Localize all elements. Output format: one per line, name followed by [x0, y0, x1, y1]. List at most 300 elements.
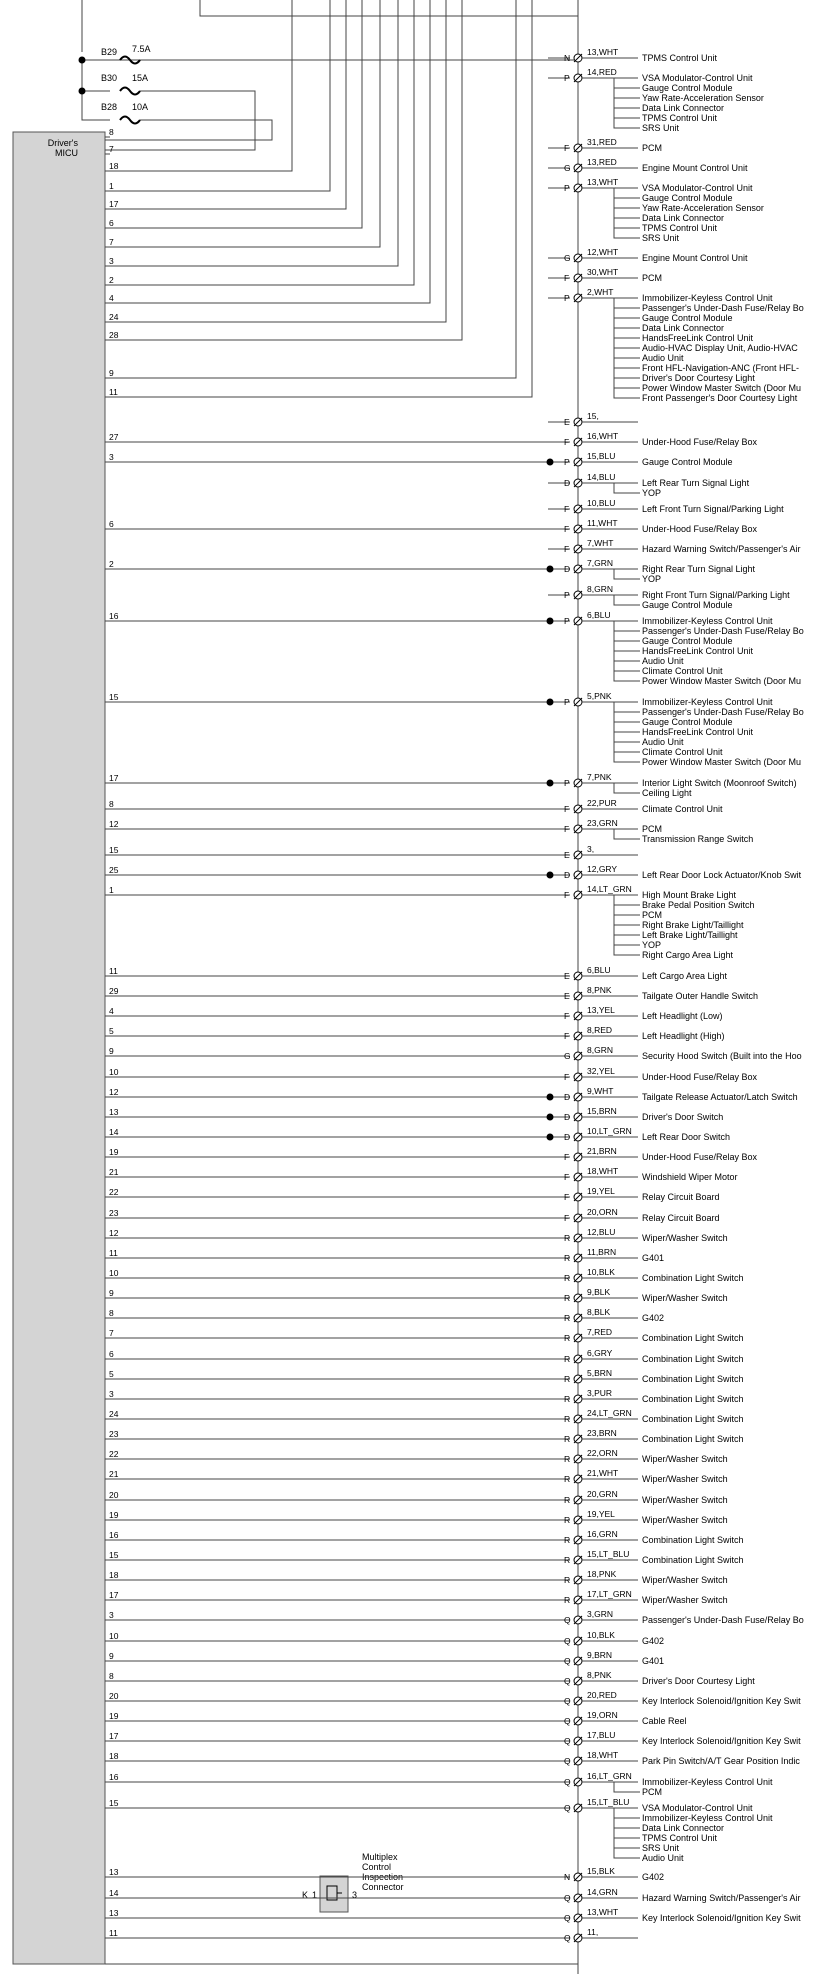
fuse-b30-rating: 15A: [132, 73, 149, 83]
destination-label: Hazard Warning Switch/Passenger's Air: [642, 1893, 801, 1903]
pin-label: 8: [109, 799, 114, 809]
connector-letter: P: [564, 616, 570, 626]
top-pin-label: 7: [109, 237, 114, 247]
wire-code: 6,BLU: [587, 965, 611, 975]
destination-label: YOP: [642, 940, 662, 950]
destination-label: Data Link Connector: [642, 103, 725, 113]
pin-label: 3: [109, 1389, 114, 1399]
wire-code: 15,BLK: [587, 1866, 615, 1876]
circuit-row: [105, 518, 758, 534]
circuit-row: [105, 1005, 723, 1021]
connector-letter: E: [564, 971, 570, 981]
pin-label: 24: [109, 1409, 119, 1419]
destination-label: Audio-HVAC Display Unit, Audio-HVAC: [642, 343, 798, 353]
connector-letter: Q: [564, 1696, 571, 1706]
circuit-row: [105, 451, 733, 467]
destination-label: Engine Mount Control Unit: [642, 253, 748, 263]
wire-code: 2,WHT: [587, 287, 614, 297]
circuit-row: [105, 1025, 725, 1041]
destination-label: Under-Hood Fuse/Relay Box: [642, 1152, 758, 1162]
top-feed-line: [200, 0, 578, 16]
circuit-row: [105, 1797, 773, 1863]
top-pin-row: [105, 0, 330, 191]
destination-label: High Mount Brake Light: [642, 890, 737, 900]
wire-code: 17,BLU: [587, 1730, 616, 1740]
dest-branch: [614, 483, 640, 493]
dest-branch: [614, 298, 640, 328]
circuit-row: [105, 864, 802, 880]
pin-label: 13: [109, 1867, 119, 1877]
destination-label: Left Headlight (Low): [642, 1011, 723, 1021]
wire-code: 6,GRY: [587, 1348, 613, 1358]
connector-letter: R: [564, 1313, 571, 1323]
destination-label: Left Rear Door Lock Actuator/Knob Swit: [642, 870, 802, 880]
pin-label: 3: [109, 452, 114, 462]
destination-label: PCM: [642, 143, 662, 153]
wire-code: 22,ORN: [587, 1448, 618, 1458]
circuit-row: [105, 985, 758, 1001]
top-pin-row: [105, 0, 380, 247]
wire-code: 12,WHT: [587, 247, 619, 257]
destination-label: VSA Modulator-Control Unit: [642, 1803, 753, 1813]
wire-code: 30,WHT: [587, 267, 619, 277]
pin-label: 22: [109, 1449, 119, 1459]
pin-label: 7: [109, 1328, 114, 1338]
destination-label: Tailgate Outer Handle Switch: [642, 991, 759, 1001]
connector-letter: Q: [564, 1803, 571, 1813]
circuit-row: [548, 411, 638, 427]
wire-code: 21,BRN: [587, 1146, 617, 1156]
destination-label: Key Interlock Solenoid/Ignition Key Swit: [642, 1736, 801, 1746]
destination-label: Park Pin Switch/A/T Gear Position Indic: [642, 1756, 800, 1766]
top-pin-label: 9: [109, 368, 114, 378]
wire-code: 7,GRN: [587, 558, 613, 568]
pin-label: 18: [109, 1751, 119, 1761]
destination-label: Gauge Control Module: [642, 83, 733, 93]
destination-label: HandsFreeLink Control Unit: [642, 646, 754, 656]
pin-label: 4: [109, 1006, 114, 1016]
pin-label: 15: [109, 845, 119, 855]
destination-label: Immobilizer-Keyless Control Unit: [642, 1777, 773, 1787]
destination-label: Left Headlight (High): [642, 1031, 725, 1041]
top-pin-row: [105, 144, 114, 154]
destination-label: Power Window Master Switch (Door Mu: [642, 383, 802, 393]
dest-branch: [614, 569, 640, 579]
connector-letter: F: [564, 143, 570, 153]
connector-letter: F: [564, 824, 570, 834]
circuit-row: [105, 1771, 773, 1797]
destination-label: Climate Control Unit: [642, 804, 723, 814]
pin-label: 8: [109, 1308, 114, 1318]
circuit-row: [105, 844, 638, 860]
pin-label: 2: [109, 559, 114, 569]
destination-label: PCM: [642, 273, 662, 283]
wire-code: 12,BLU: [587, 1227, 616, 1237]
destination-label: Windshield Wiper Motor: [642, 1172, 738, 1182]
circuit-row: [105, 1468, 728, 1484]
wire-code: 9,BLK: [587, 1287, 611, 1297]
circuit-row: [105, 1247, 664, 1263]
destination-label: Engine Mount Control Unit: [642, 163, 748, 173]
destination-label: Combination Light Switch: [642, 1555, 744, 1565]
top-pin-row: [105, 0, 414, 285]
destination-label: G402: [642, 1313, 665, 1323]
pin-label: 14: [109, 1888, 119, 1898]
top-pin-label: 8: [109, 127, 114, 137]
destination-label: Passenger's Under-Dash Fuse/Relay Bo: [642, 707, 804, 717]
connector-letter: R: [564, 1374, 571, 1384]
fuse-b29-id: B29: [101, 47, 118, 57]
inspection-label-line1: Multiplex: [362, 1852, 398, 1862]
pin-label: 19: [109, 1510, 119, 1520]
connector-letter: F: [564, 890, 570, 900]
circuit-row: [105, 884, 755, 960]
destination-label: G401: [642, 1656, 665, 1666]
connector-letter: R: [564, 1595, 571, 1605]
connector-letter: D: [564, 870, 571, 880]
destination-label: Power Window Master Switch (Door Mu: [642, 676, 802, 686]
circuit-row: [105, 691, 804, 767]
circuit-row: [548, 267, 662, 283]
connector-letter: F: [564, 1213, 570, 1223]
pin-label: 12: [109, 1228, 119, 1238]
connector-letter: R: [564, 1555, 571, 1565]
wire-code: 5,BRN: [587, 1368, 613, 1378]
wire-code: 8,PNK: [587, 1670, 612, 1680]
wire-code: 13,WHT: [587, 1907, 619, 1917]
pin-label: 17: [109, 1731, 119, 1741]
circuit-row: [105, 1710, 687, 1726]
wire-code: 8,GRN: [587, 1045, 613, 1055]
connector-letter: R: [564, 1233, 571, 1243]
connector-letter: Q: [564, 1756, 571, 1766]
wire-code: 3,: [587, 844, 595, 854]
connector-letter: Q: [564, 1615, 571, 1625]
pin-label: 10: [109, 1268, 119, 1278]
destination-label: PCM: [642, 1787, 662, 1797]
destination-label: Driver's Door Courtesy Light: [642, 373, 755, 383]
connector-letter: Q: [564, 1656, 571, 1666]
dest-branch: [614, 783, 640, 793]
pin-label: 15: [109, 1550, 119, 1560]
destination-label: SRS Unit: [642, 1843, 680, 1853]
connector-letter: F: [564, 273, 570, 283]
destination-label: Immobilizer-Keyless Control Unit: [642, 697, 773, 707]
circuit-row: [105, 1368, 744, 1384]
inspection-conn-letter: K: [302, 1890, 309, 1900]
wire-code: 23,BRN: [587, 1428, 617, 1438]
circuit-row: [105, 1408, 744, 1424]
destination-label: Climate Control Unit: [642, 666, 723, 676]
pin-label: 20: [109, 1691, 119, 1701]
wire-code: 15,: [587, 411, 599, 421]
pin-label: 5: [109, 1026, 114, 1036]
circuit-row: [105, 1287, 728, 1303]
destination-label: Gauge Control Module: [642, 600, 733, 610]
destination-label: Key Interlock Solenoid/Ignition Key Swit: [642, 1913, 801, 1923]
connector-letter: F: [564, 437, 570, 447]
dest-branch: [614, 595, 640, 605]
fuse-b28-id: B28: [101, 102, 118, 112]
circuit-row: [105, 1207, 720, 1223]
inspection-pin-right: 3: [352, 1890, 358, 1900]
top-pin-label: 2: [109, 275, 114, 285]
connector-letter: N: [564, 53, 571, 63]
destination-label: YOP: [642, 488, 662, 498]
destination-label: Wiper/Washer Switch: [642, 1233, 728, 1243]
connector-letter: D: [564, 1132, 571, 1142]
connector-letter: F: [564, 1172, 570, 1182]
wire-code: 8,GRN: [587, 584, 613, 594]
top-pin-label: 7: [109, 144, 114, 154]
destination-label: HandsFreeLink Control Unit: [642, 333, 754, 343]
connector-letter: P: [564, 590, 570, 600]
destination-label: Wiper/Washer Switch: [642, 1495, 728, 1505]
circuit-row: [105, 1630, 664, 1646]
connector-letter: P: [564, 293, 570, 303]
wire-code: 7,PNK: [587, 772, 612, 782]
circuit-row: [105, 558, 756, 584]
wire-code: 8,PNK: [587, 985, 612, 995]
connector-letter: F: [564, 1192, 570, 1202]
wire-code: 9,WHT: [587, 1086, 614, 1096]
connector-letter: D: [564, 1112, 571, 1122]
wire-code: 10,BLK: [587, 1267, 615, 1277]
destination-label: Under-Hood Fuse/Relay Box: [642, 437, 758, 447]
inspection-label-line2: Control: [362, 1862, 392, 1872]
destination-label: Wiper/Washer Switch: [642, 1474, 728, 1484]
wire-code: 21,WHT: [587, 1468, 619, 1478]
destination-label: Passenger's Under-Dash Fuse/Relay Bo: [642, 1615, 804, 1625]
pin-label: 16: [109, 1772, 119, 1782]
destination-label: SRS Unit: [642, 123, 680, 133]
destination-label: PCM: [642, 910, 662, 920]
connector-letter: R: [564, 1515, 571, 1525]
pin-label: 15: [109, 692, 119, 702]
dest-branch: [614, 621, 640, 651]
destination-label: TPMS Control Unit: [642, 53, 718, 63]
destination-label: Transmission Range Switch: [642, 834, 754, 844]
destination-label: Data Link Connector: [642, 213, 725, 223]
circuit-row: [105, 1267, 744, 1283]
circuit-row: [105, 431, 758, 447]
destination-label: HandsFreeLink Control Unit: [642, 727, 754, 737]
destination-label: Brake Pedal Position Switch: [642, 900, 755, 910]
destination-label: Immobilizer-Keyless Control Unit: [642, 293, 773, 303]
pin-label: 3: [109, 1610, 114, 1620]
circuit-row: [105, 1448, 728, 1464]
destination-label: Front Passenger's Door Courtesy Light: [642, 393, 798, 403]
connector-letter: D: [564, 564, 571, 574]
splice-dot: [547, 566, 554, 573]
circuit-row: [548, 47, 718, 63]
pin-label: 27: [109, 432, 119, 442]
wire-code: 10,BLU: [587, 498, 616, 508]
top-pin-row: [105, 127, 114, 137]
destination-label: Gauge Control Module: [642, 457, 733, 467]
wire-code: 14,LT_GRN: [587, 884, 632, 894]
wire-code: 13,WHT: [587, 47, 619, 57]
wire-code: 17,LT_GRN: [587, 1589, 632, 1599]
destination-label: Gauge Control Module: [642, 193, 733, 203]
destination-label: Wiper/Washer Switch: [642, 1595, 728, 1605]
top-pin-label: 24: [109, 312, 119, 322]
destination-label: Driver's Door Switch: [642, 1112, 724, 1122]
wire-code: 20,GRN: [587, 1489, 618, 1499]
top-pin-label: 18: [109, 161, 119, 171]
dest-branch: [614, 1808, 640, 1818]
destination-label: Data Link Connector: [642, 323, 725, 333]
splice-dot: [547, 618, 554, 625]
connector-letter: D: [564, 478, 571, 488]
circuit-row: [105, 1730, 801, 1746]
pin-label: 14: [109, 1127, 119, 1137]
connector-letter: Q: [564, 1913, 571, 1923]
pin-label: 6: [109, 1349, 114, 1359]
wire-code: 11,WHT: [587, 518, 618, 528]
wire-code: 3,GRN: [587, 1609, 613, 1619]
circuit-row: [105, 1690, 801, 1706]
wire-code: 16,LT_GRN: [587, 1771, 632, 1781]
wire-code: 14,GRN: [587, 1887, 618, 1897]
pin-label: 13: [109, 1908, 119, 1918]
destination-label: Power Window Master Switch (Door Mu: [642, 757, 802, 767]
pin-label: 23: [109, 1429, 119, 1439]
wire-code: 7,WHT: [587, 538, 614, 548]
fuse-b28-rating: 10A: [132, 102, 149, 112]
wire-code: 31,RED: [587, 137, 617, 147]
destination-label: G402: [642, 1872, 665, 1882]
destination-label: Combination Light Switch: [642, 1434, 744, 1444]
circuit-row: [105, 1186, 720, 1202]
destination-label: Relay Circuit Board: [642, 1192, 720, 1202]
connector-letter: D: [564, 1092, 571, 1102]
wire-code: 18,WHT: [587, 1750, 619, 1760]
wire-code: 8,BLK: [587, 1307, 611, 1317]
destination-label: TPMS Control Unit: [642, 223, 718, 233]
pin-label: 9: [109, 1651, 114, 1661]
destination-label: Combination Light Switch: [642, 1394, 744, 1404]
circuit-row: [105, 818, 753, 844]
module-name-line2: MICU: [55, 148, 78, 158]
circuit-row: [105, 1327, 744, 1343]
pin-label: 15: [109, 1798, 119, 1808]
destination-label: Left Rear Turn Signal Light: [642, 478, 750, 488]
wire-code: 32,YEL: [587, 1066, 615, 1076]
connector-letter: F: [564, 544, 570, 554]
destination-label: TPMS Control Unit: [642, 1833, 718, 1843]
pin-label: 9: [109, 1288, 114, 1298]
destination-label: Audio Unit: [642, 353, 684, 363]
destination-label: Yaw Rate-Acceleration Sensor: [642, 203, 764, 213]
circuit-row: [105, 1927, 638, 1943]
connector-letter: P: [564, 73, 570, 83]
wire-code: 13,YEL: [587, 1005, 615, 1015]
dest-branch: [614, 829, 640, 839]
pin-label: 12: [109, 1087, 119, 1097]
destination-label: Front HFL-Navigation-ANC (Front HFL-: [642, 363, 800, 373]
circuit-row: [105, 1549, 744, 1565]
destination-label: YOP: [642, 574, 662, 584]
connector-letter: R: [564, 1354, 571, 1364]
connector-letter: G: [564, 163, 571, 173]
connector-letter: Q: [564, 1933, 571, 1943]
wire-code: 10,BLK: [587, 1630, 615, 1640]
dest-branch: [614, 621, 640, 671]
connector-letter: R: [564, 1535, 571, 1545]
wire-code: 23,GRN: [587, 818, 618, 828]
wire-code: 13,WHT: [587, 177, 619, 187]
circuit-row: [105, 1509, 728, 1525]
connector-letter: F: [564, 524, 570, 534]
circuit-row: [105, 798, 723, 814]
circuit-row: [105, 1489, 728, 1505]
connector-letter: R: [564, 1575, 571, 1585]
destination-label: Combination Light Switch: [642, 1374, 744, 1384]
inspection-label-line3: Inspection: [362, 1872, 404, 1882]
dest-branch: [614, 78, 640, 88]
circuit-row: [105, 1650, 664, 1666]
circuit-row: [548, 287, 804, 403]
destination-label: G402: [642, 1636, 665, 1646]
destination-label: Climate Control Unit: [642, 747, 723, 757]
circuit-row: [105, 1609, 804, 1625]
pin-label: 22: [109, 1187, 119, 1197]
circuit-row: [548, 538, 800, 554]
wire-code: 9,BRN: [587, 1650, 613, 1660]
splice-dot: [547, 699, 554, 706]
destination-label: Right Cargo Area Light: [642, 950, 734, 960]
dest-branch: [614, 78, 640, 108]
pin-label: 21: [109, 1469, 119, 1479]
pin-label: 21: [109, 1167, 119, 1177]
circuit-row: [548, 177, 764, 243]
dest-branch: [614, 188, 640, 218]
destination-label: Left Rear Door Switch: [642, 1132, 731, 1142]
pin-label: 17: [109, 773, 119, 783]
wire-code: 14,RED: [587, 67, 617, 77]
circuit-row: [105, 1569, 728, 1585]
circuit-row: [548, 67, 764, 133]
destination-label: Data Link Connector: [642, 1823, 725, 1833]
destination-label: VSA Modulator-Control Unit: [642, 73, 753, 83]
destination-label: Hazard Warning Switch/Passenger's Air: [642, 544, 801, 554]
connector-letter: Q: [564, 1893, 571, 1903]
inspection-label-line4: Connector: [362, 1882, 404, 1892]
splice-dot-fuse-feed-2: [79, 88, 86, 95]
top-pin-label: 6: [109, 218, 114, 228]
dest-branch: [614, 702, 640, 732]
wire-code: 6,BLU: [587, 610, 611, 620]
dest-branch: [614, 188, 640, 238]
connector-letter: Q: [564, 1716, 571, 1726]
destination-label: Gauge Control Module: [642, 717, 733, 727]
connector-letter: P: [564, 183, 570, 193]
dest-branch: [614, 298, 640, 308]
circuit-row: [105, 1307, 664, 1323]
pin-label: 20: [109, 1490, 119, 1500]
dest-branch: [614, 298, 640, 348]
destination-label: Audio Unit: [642, 656, 684, 666]
top-pin-row: [105, 0, 446, 322]
circuit-row: [105, 1589, 728, 1605]
top-pin-label: 1: [109, 181, 114, 191]
destination-label: VSA Modulator-Control Unit: [642, 183, 753, 193]
circuit-row: [105, 1166, 738, 1182]
pin-label: 8: [109, 1671, 114, 1681]
destination-label: Wiper/Washer Switch: [642, 1515, 728, 1525]
connector-letter: F: [564, 504, 570, 514]
